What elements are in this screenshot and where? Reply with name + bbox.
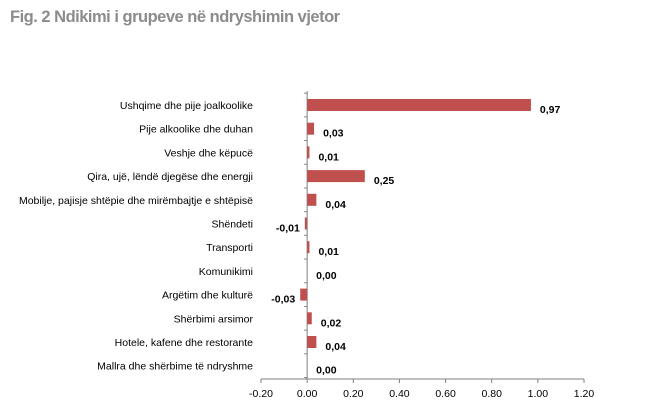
bar-value-label: 0,04: [325, 341, 346, 353]
category-label: Shëndeti: [211, 218, 253, 231]
x-tick-label: 0.80: [481, 388, 502, 400]
bar: [305, 218, 307, 230]
x-tick-label: 1.20: [573, 388, 595, 400]
category-label: Argëtim dhe kulturë: [161, 289, 253, 302]
x-tick-label: -0.20: [249, 388, 273, 400]
category-label: Shërbimi arsimor: [173, 313, 253, 326]
x-tick-label: 0.40: [389, 388, 410, 400]
category-label: Pije alkoolike dhe duhan: [139, 123, 253, 136]
bar-value-label: 0,01: [318, 246, 339, 259]
bar: [307, 170, 365, 182]
category-label: Transporti: [206, 242, 253, 255]
category-label: Veshje dhe këpucë: [164, 147, 253, 160]
bar-value-label: -0,01: [275, 222, 300, 235]
bar: [307, 99, 531, 111]
bar-value-label: 0,00: [316, 364, 337, 377]
bar-value-label: 0,03: [323, 127, 344, 140]
bar: [307, 194, 316, 206]
category-label: Mobilje, pajisje shtëpie dhe mirëmbajtje e shtëpisë: [18, 194, 253, 207]
bar: [300, 289, 307, 301]
bar-value-label: 0,00: [316, 269, 337, 282]
bar-value-label: -0,03: [271, 293, 296, 306]
bar-value-label: 0,04: [325, 198, 346, 211]
bar-value-label: 0,97: [539, 104, 561, 116]
bar: [307, 146, 309, 158]
category-label: Komunikimi: [198, 265, 253, 278]
bar-value-label: 0,01: [318, 151, 339, 164]
x-tick-label: 0.00: [296, 388, 318, 400]
x-tick-label: 1.00: [527, 388, 549, 400]
bar: [307, 312, 312, 324]
category-label: Mallra dhe shërbime të ndryshme: [97, 360, 253, 373]
category-label: Ushqime dhe pije joalkoolike: [119, 100, 253, 112]
category-label: Qira, ujë, lëndë djegëse dhe energji: [87, 171, 253, 184]
category-label: Hotele, kafene dhe restorante: [114, 337, 253, 349]
x-tick-label: 0.60: [435, 388, 456, 400]
bar: [307, 336, 316, 348]
x-tick-label: 0.20: [343, 388, 364, 400]
bar: [307, 241, 309, 253]
bar: [307, 123, 314, 135]
bar-value-label: 0,25: [373, 175, 395, 188]
chart-title: Fig. 2 Ndikimi i grupeve në ndryshimin vjetor: [10, 8, 340, 26]
bar-value-label: 0,02: [320, 317, 342, 330]
